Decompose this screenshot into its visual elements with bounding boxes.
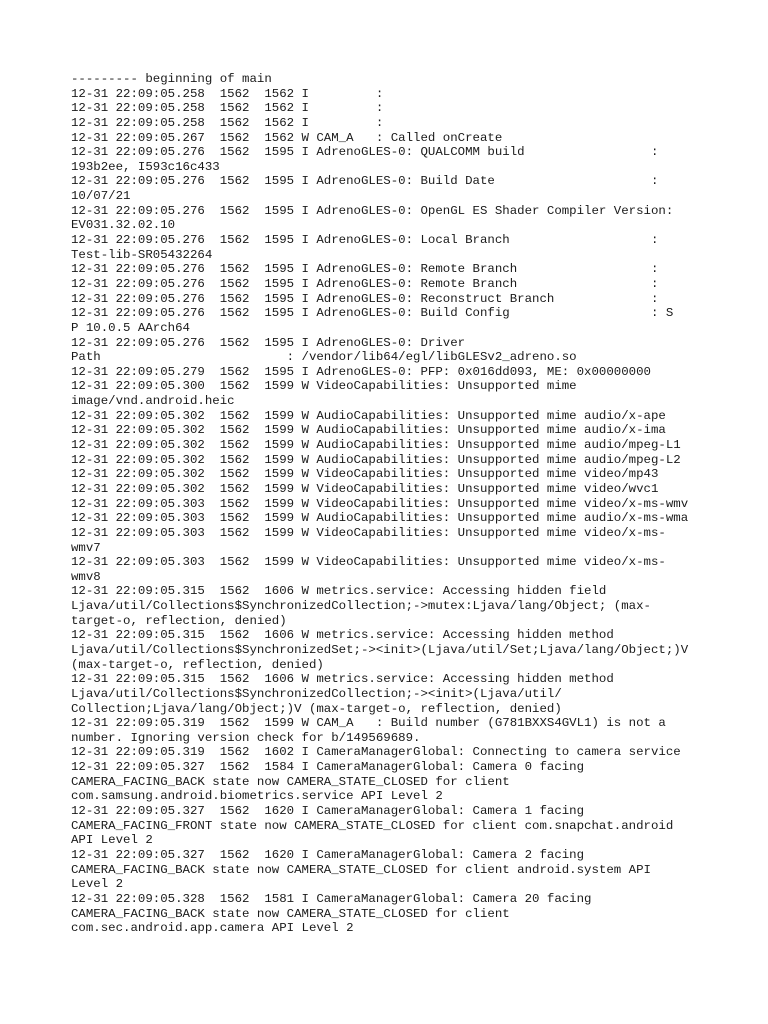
log-line: 12-31 22:09:05.276 1562 1595 I AdrenoGLES-0: Remote Branch :: [71, 276, 659, 291]
log-line: 12-31 22:09:05.267 1562 1562 W CAM_A : Called onCreate: [71, 130, 503, 145]
log-line: number. Ignoring version check for b/149569689.: [71, 730, 421, 745]
log-line: 12-31 22:09:05.276 1562 1595 I AdrenoGLES-0: Build Config : S: [71, 306, 674, 321]
log-line: 12-31 22:09:05.276 1562 1595 I AdrenoGLES-0: Local Branch :: [71, 233, 659, 248]
log-line: 12-31 22:09:05.303 1562 1599 W VideoCapabilities: Unsupported mime video/x-ms-: [71, 525, 666, 540]
log-line: 12-31 22:09:05.327 1562 1584 I CameraManagerGlobal: Camera 0 facing: [71, 760, 585, 775]
log-line: 12-31 22:09:05.258 1562 1562 I :: [71, 86, 384, 101]
logcat-output: [71, 72, 711, 936]
log-line: 12-31 22:09:05.276 1562 1595 I AdrenoGLES-0: Build Date :: [71, 174, 659, 189]
log-line: 12-31 22:09:05.276 1562 1595 I AdrenoGLES-0: OpenGL ES Shader Compiler Version:: [71, 203, 674, 218]
log-line: API Level 2: [71, 833, 153, 848]
log-line: 10/07/21: [71, 189, 131, 204]
log-line: com.sec.android.app.camera API Level 2: [71, 921, 354, 936]
log-line: 12-31 22:09:05.303 1562 1599 W AudioCapabilities: Unsupported mime audio/x-ms-wma: [71, 511, 689, 526]
log-line: 12-31 22:09:05.327 1562 1620 I CameraManagerGlobal: Camera 1 facing: [71, 804, 585, 819]
log-line: CAMERA_FACING_BACK state now CAMERA_STATE_CLOSED for client: [71, 906, 510, 921]
log-line: image/vnd.android.heic: [71, 394, 235, 409]
log-line: Collection;Ljava/lang/Object;)V (max-target-o, reflection, denied): [71, 701, 562, 716]
log-line: 12-31 22:09:05.302 1562 1599 W VideoCapabilities: Unsupported mime video/wvc1: [71, 481, 659, 496]
log-line: wmv8: [71, 569, 101, 584]
log-line: 12-31 22:09:05.315 1562 1606 W metrics.service: Accessing hidden field: [71, 584, 607, 599]
log-line: 12-31 22:09:05.258 1562 1562 I :: [71, 101, 384, 116]
log-line: Ljava/util/Collections$SynchronizedCollection;->mutex:Ljava/lang/Object; (max-: [71, 599, 651, 614]
log-line: 12-31 22:09:05.327 1562 1620 I CameraManagerGlobal: Camera 2 facing: [71, 847, 585, 862]
log-line: CAMERA_FACING_BACK state now CAMERA_STATE_CLOSED for client android.system API: [71, 862, 651, 877]
log-line: (max-target-o, reflection, denied): [71, 657, 324, 672]
log-line: 12-31 22:09:05.303 1562 1599 W VideoCapabilities: Unsupported mime video/x-ms-wmv: [71, 496, 689, 511]
log-line: 193b2ee, I593c16c433: [71, 159, 220, 174]
log-line: 12-31 22:09:05.319 1562 1599 W CAM_A : Build number (G781BXXS4GVL1) is not a: [71, 716, 666, 731]
log-line: 12-31 22:09:05.315 1562 1606 W metrics.service: Accessing hidden method: [71, 672, 614, 687]
log-line: 12-31 22:09:05.276 1562 1595 I AdrenoGLES-0: QUALCOMM build :: [71, 145, 659, 160]
log-line: Ljava/util/Collections$SynchronizedCollection;-><init>(Ljava/util/: [71, 686, 562, 701]
log-line: EV031.32.02.10: [71, 218, 176, 233]
log-line: 12-31 22:09:05.300 1562 1599 W VideoCapabilities: Unsupported mime: [71, 379, 577, 394]
log-line: Path : /vendor/lib64/egl/libGLESv2_adreno.so: [71, 350, 577, 365]
log-line: 12-31 22:09:05.279 1562 1595 I AdrenoGLES-0: PFP: 0x016dd093, ME: 0x00000000: [71, 364, 651, 379]
log-line: 12-31 22:09:05.328 1562 1581 I CameraManagerGlobal: Camera 20 facing: [71, 891, 592, 906]
log-line: CAMERA_FACING_BACK state now CAMERA_STATE_CLOSED for client: [71, 774, 510, 789]
log-line: 12-31 22:09:05.276 1562 1595 I AdrenoGLES-0: Driver: [71, 335, 466, 350]
log-line: 12-31 22:09:05.302 1562 1599 W AudioCapabilities: Unsupported mime audio/x-ape: [71, 408, 666, 423]
log-line: 12-31 22:09:05.276 1562 1595 I AdrenoGLES-0: Remote Branch :: [71, 262, 659, 277]
log-line: 12-31 22:09:05.276 1562 1595 I AdrenoGLES-0: Reconstruct Branch :: [71, 291, 659, 306]
log-line: CAMERA_FACING_FRONT state now CAMERA_STATE_CLOSED for client com.snapchat.android: [71, 818, 674, 833]
log-line: 12-31 22:09:05.319 1562 1602 I CameraManagerGlobal: Connecting to camera service: [71, 745, 681, 760]
log-line: 12-31 22:09:05.302 1562 1599 W AudioCapabilities: Unsupported mime audio/mpeg-L1: [71, 438, 681, 453]
log-line: P 10.0.5 AArch64: [71, 320, 190, 335]
log-line: Ljava/util/Collections$SynchronizedSet;-><init>(Ljava/util/Set;Ljava/lang/Object;)V: [71, 642, 689, 657]
log-line: 12-31 22:09:05.302 1562 1599 W AudioCapabilities: Unsupported mime audio/mpeg-L2: [71, 452, 681, 467]
log-line: wmv7: [71, 540, 101, 555]
log-line: 12-31 22:09:05.258 1562 1562 I :: [71, 115, 384, 130]
log-line: Test-lib-SR05432264: [71, 247, 213, 262]
log-line: 12-31 22:09:05.302 1562 1599 W AudioCapabilities: Unsupported mime audio/x-ima: [71, 423, 666, 438]
log-line: target-o, reflection, denied): [71, 613, 287, 628]
log-line: 12-31 22:09:05.315 1562 1606 W metrics.service: Accessing hidden method: [71, 628, 614, 643]
log-line: Level 2: [71, 877, 124, 892]
log-line: 12-31 22:09:05.303 1562 1599 W VideoCapabilities: Unsupported mime video/x-ms-: [71, 555, 666, 570]
log-line: --------- beginning of main: [71, 72, 272, 86]
log-line: com.samsung.android.biometrics.service API Level 2: [71, 789, 443, 804]
log-line: 12-31 22:09:05.302 1562 1599 W VideoCapabilities: Unsupported mime video/mp43: [71, 467, 659, 482]
